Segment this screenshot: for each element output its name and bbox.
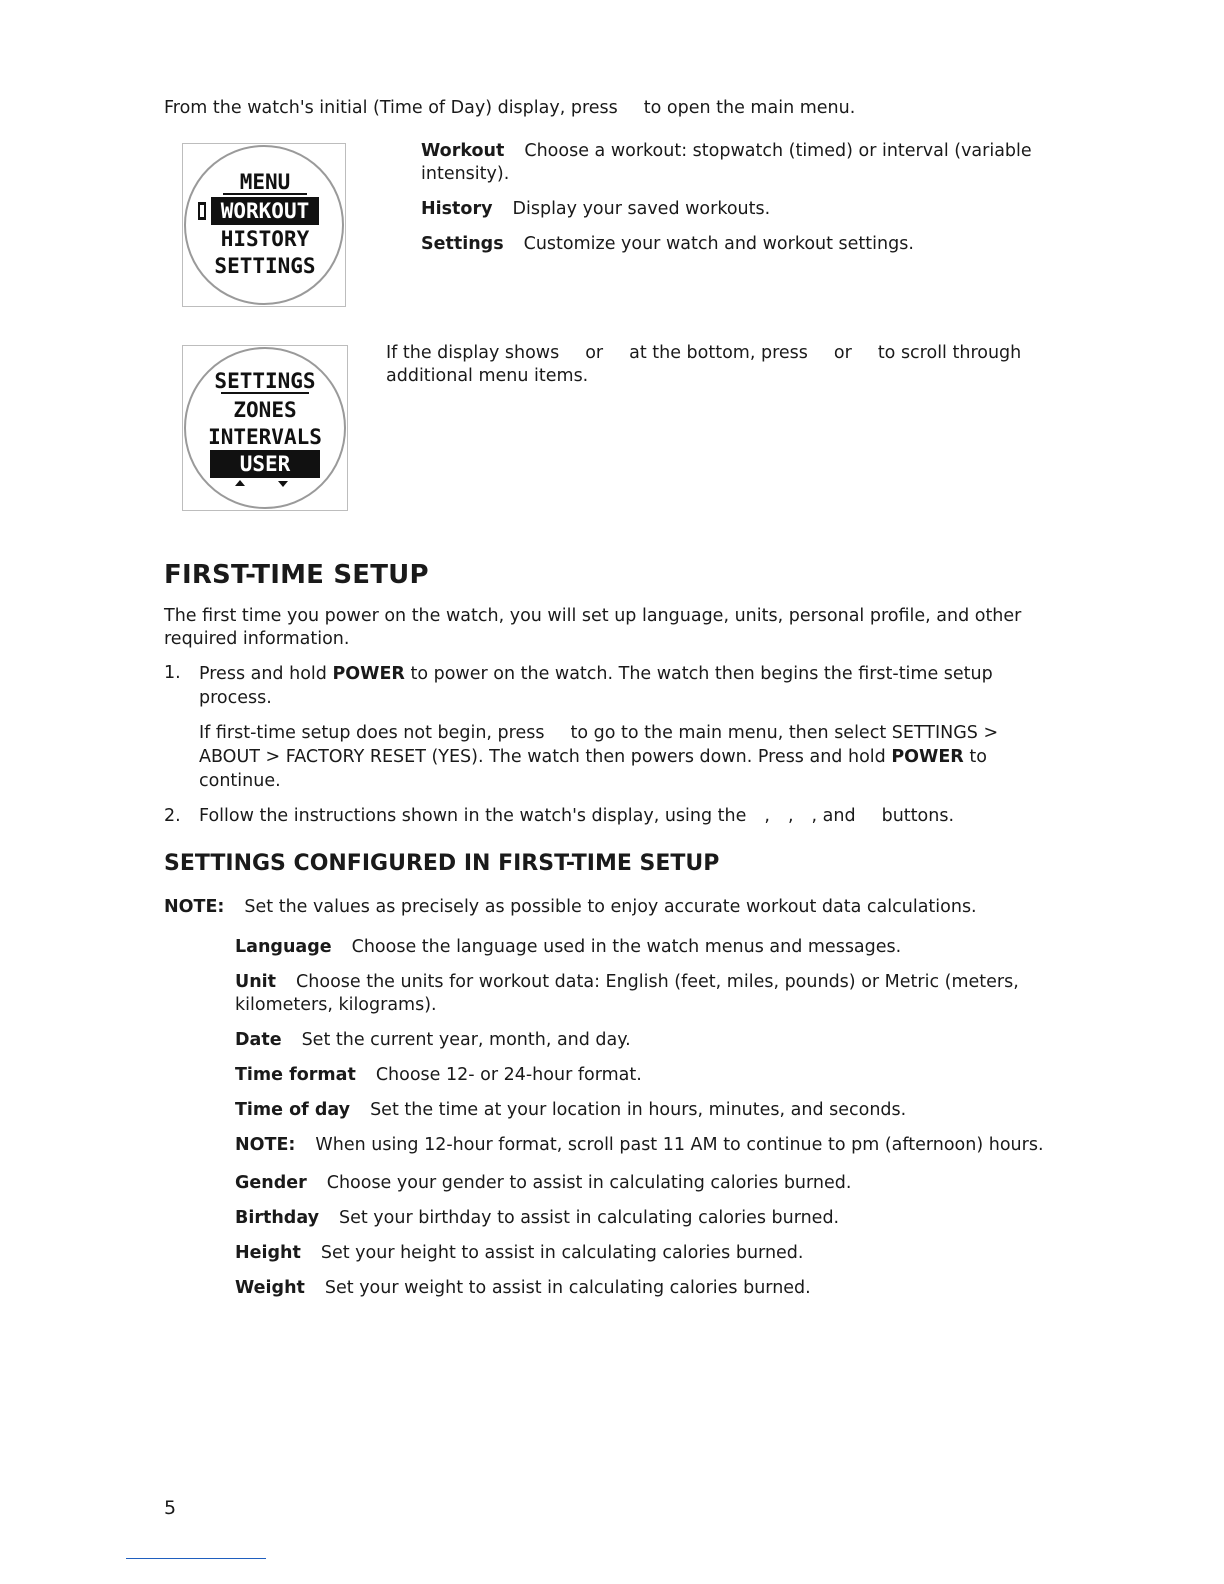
scroll-note-part: to scroll through additional menu items. (386, 343, 1022, 386)
first-time-setup-intro: The first time you power on the watch, you will set up language, units, personal profile, and other required information. (164, 606, 1022, 649)
step-text: If first-time setup does not begin, press (199, 723, 545, 743)
setting-desc: Set your height to assist in calculating calories burned. (320, 1243, 804, 1263)
watch-settings-title: SETTINGS (214, 369, 316, 393)
footer-rule (126, 1558, 266, 1559)
scroll-note-part: or (585, 343, 604, 363)
watch-settings-item-intervals: INTERVALS (208, 425, 322, 449)
step-2-number: 2. (164, 806, 181, 826)
step-2-text (199, 805, 1049, 828)
setting-weight (235, 1277, 1065, 1300)
watch-menu-item-settings: SETTINGS (214, 254, 316, 278)
setting-desc: Set your weight to assist in calculating calories burned. (324, 1278, 811, 1298)
watch-menu-item-workout: WORKOUT (220, 199, 310, 223)
setting-desc: Choose 12- or 24-hour format. (375, 1065, 642, 1085)
note-label: NOTE: (235, 1135, 296, 1155)
setting-desc: Set the current year, month, and day. (301, 1030, 631, 1050)
setting-date (235, 1029, 1065, 1052)
setting-desc: Choose the language used in the watch menus and messages. (351, 937, 902, 957)
first-time-setup-heading: FIRST-TIME SETUP (164, 560, 429, 590)
step-text: , (787, 806, 794, 826)
step-text: to continue. (199, 747, 987, 791)
setting-term: Height (235, 1243, 301, 1263)
note-text: Set the values as precisely as possible to enjoy accurate workout data calculations. (244, 897, 977, 917)
setting-time-of-day (235, 1099, 1065, 1122)
watch-settings-item-user: USER (239, 452, 291, 476)
page-number: 5 (164, 1497, 177, 1519)
step-text: buttons. (881, 806, 955, 826)
definition-history (421, 198, 1061, 221)
scroll-note-part: at the bottom, press (629, 343, 808, 363)
watch-settings-screen-image (182, 345, 348, 511)
setting-gender (235, 1172, 1065, 1195)
setting-desc: Set the time at your location in hours, minutes, and seconds. (370, 1100, 907, 1120)
intro-before: From the watch's initial (Time of Day) display, press (164, 98, 618, 118)
step-text: Press and hold (199, 664, 327, 684)
step-text: to go to the main menu, then select SETTINGS > ABOUT > FACTORY RESET (YES). The watch then powers down. Press and hold (199, 723, 999, 767)
settings-configured-heading: SETTINGS CONFIGURED IN FIRST-TIME SETUP (164, 851, 720, 876)
setting-term: Time format (235, 1065, 356, 1085)
note-12-hour (235, 1134, 1065, 1157)
definition-desc: Customize your watch and workout settings. (523, 234, 914, 254)
setting-height (235, 1242, 1065, 1265)
setting-desc: Choose your gender to assist in calculating calories burned. (326, 1173, 852, 1193)
step-1-text (199, 662, 1049, 710)
step-1-note (199, 721, 1049, 793)
definition-settings (421, 233, 1061, 256)
scroll-note (386, 342, 1066, 388)
setting-desc: Choose the units for workout data: English (feet, miles, pounds) or Metric (meters, kilometers, kilograms). (235, 972, 1019, 1015)
setting-term: Unit (235, 972, 277, 992)
definition-term: Settings (421, 234, 504, 254)
step-text: Follow the instructions shown in the watch's display, using the (199, 806, 747, 826)
setting-birthday (235, 1207, 1065, 1230)
setting-term: Language (235, 937, 332, 957)
step-text: , and (811, 806, 856, 826)
setting-term: Time of day (235, 1100, 351, 1120)
definition-term: Workout (421, 141, 505, 161)
watch-menu-title: MENU (239, 170, 291, 194)
setting-language (235, 936, 1065, 959)
intro-after: to open the main menu. (643, 98, 856, 118)
definition-term: History (421, 199, 493, 219)
power-button-label: POWER (891, 747, 964, 767)
note-label: NOTE: (164, 897, 225, 917)
definition-desc: Display your saved workouts. (512, 199, 771, 219)
definition-desc: Choose a workout: stopwatch (timed) or interval (variable intensity). (421, 141, 1032, 184)
setting-term: Date (235, 1030, 282, 1050)
setting-term: Weight (235, 1278, 305, 1298)
note-precision (164, 896, 1064, 919)
scroll-note-part: or (833, 343, 852, 363)
scroll-note-part: If the display shows (386, 343, 560, 363)
step-1-number: 1. (164, 663, 181, 683)
step-text: to power on the watch. The watch then begins the first-time setup process. (199, 664, 993, 708)
watch-settings-item-zones: ZONES (233, 398, 297, 422)
setting-unit (235, 971, 1065, 1017)
watch-menu-item-history: HISTORY (220, 227, 310, 251)
step-text: , (764, 806, 770, 826)
watch-menu-screen-image (182, 143, 346, 307)
setting-term: Gender (235, 1173, 307, 1193)
setting-time-format (235, 1064, 1065, 1087)
menu-definitions (421, 140, 1061, 268)
setting-term: Birthday (235, 1208, 319, 1228)
setting-desc: Set your birthday to assist in calculating calories burned. (339, 1208, 840, 1228)
note-text: When using 12-hour format, scroll past 11 AM to continue to pm (afternoon) hours. (315, 1135, 1044, 1155)
settings-list (235, 936, 1065, 1312)
power-button-label: POWER (332, 664, 405, 684)
definition-workout (421, 140, 1061, 186)
intro-line (164, 97, 855, 120)
